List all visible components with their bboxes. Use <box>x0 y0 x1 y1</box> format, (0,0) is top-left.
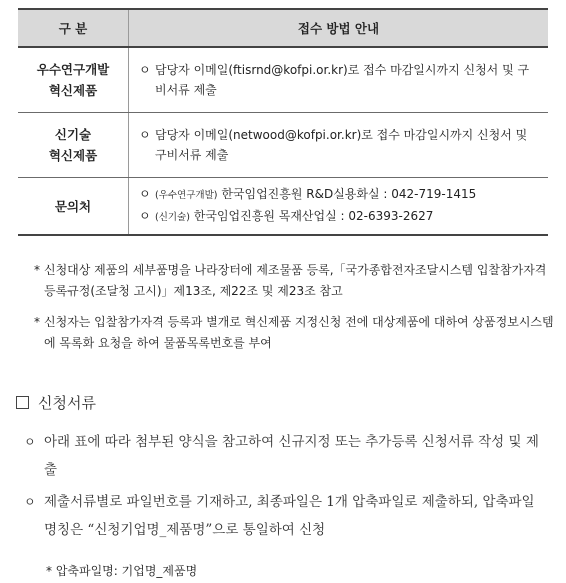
circle-bullet-icon: ㅇ <box>24 495 36 509</box>
category-line: 우수연구개발 <box>36 62 110 77</box>
list-item <box>139 184 540 206</box>
contact-text: 한국임업진흥원 R&D실용화실 : 042-719-1415 <box>221 187 477 201</box>
submission-info-table <box>18 8 548 236</box>
list-item <box>139 125 540 165</box>
header-method: 접수 방법 안내 <box>129 9 549 47</box>
header-category: 구 분 <box>18 9 129 47</box>
bullet: ㅇ <box>139 128 151 142</box>
square-bullet-icon <box>16 396 29 409</box>
note <box>34 312 554 354</box>
row-category <box>18 178 129 236</box>
list-item <box>139 206 540 228</box>
note-mark: * <box>34 263 40 277</box>
category-line: 신기술 <box>54 127 92 142</box>
paragraph-text: 제출서류별로 파일번호를 기재하고, 최종파일은 1개 압축파일로 제출하되, 압축파일 명칭은 “신청기업명_제품명”으로 통일하여 신청 <box>44 494 535 538</box>
row-category <box>18 113 129 178</box>
paragraph <box>24 488 550 544</box>
note-text: 신청대상 제품의 세부품명을 나라장터에 제조물품 등록,「국가종합전자조달시스템 입찰참가자격등록규정(조달청 고시)」제13조, 제22조 및 제23조 참고 <box>44 263 547 298</box>
table-row <box>18 113 548 178</box>
bullet: ㅇ <box>139 187 151 201</box>
row-content <box>129 113 549 178</box>
item-text: 담당자 이메일(netwood@kofpi.or.kr)로 접수 마감일시까지 신청서 및 구비서류 제출 <box>155 128 528 162</box>
list-item <box>139 60 540 100</box>
table-header-row <box>18 9 548 47</box>
section-heading <box>16 392 96 413</box>
item-text: 담당자 이메일(ftisrnd@kofpi.or.kr)로 접수 마감일시까지 신청서 및 구비서류 제출 <box>155 63 530 97</box>
circle-bullet-icon: ㅇ <box>24 435 36 449</box>
bullet: ㅇ <box>139 63 151 77</box>
item-tag: (신기술) <box>155 212 190 223</box>
category-line: 혁신제품 <box>48 83 98 98</box>
note-text: 신청자는 입찰참가자격 등록과 별개로 혁신제품 지정신청 전에 대상제품에 대하여 상품정보시스템에 목록화 요청을 하여 물품목록번호를 부여 <box>44 315 554 350</box>
note <box>34 260 554 302</box>
item-tag: (우수연구개발) <box>155 190 218 201</box>
category-line: 혁신제품 <box>48 148 98 163</box>
item-text <box>155 184 476 206</box>
table-row <box>18 178 548 236</box>
row-category <box>18 47 129 113</box>
category-line: 문의처 <box>54 198 92 214</box>
table-row <box>18 47 548 113</box>
paragraph-text: 아래 표에 따라 첨부된 양식을 참고하여 신규지정 또는 추가등록 신청서류 작성 및 제출 <box>44 434 539 478</box>
row-content <box>129 178 549 236</box>
item-text <box>155 206 433 228</box>
note-mark: * <box>34 315 40 329</box>
bullet: ㅇ <box>139 209 151 223</box>
contact-text: 한국임업진흥원 목재산업실 : 02-6393-2627 <box>193 209 434 223</box>
section-title: 신청서류 <box>38 394 96 412</box>
row-content <box>129 47 549 113</box>
paragraph <box>24 428 550 484</box>
footnote: * 압축파일명: 기업명_제품명 <box>46 564 198 578</box>
